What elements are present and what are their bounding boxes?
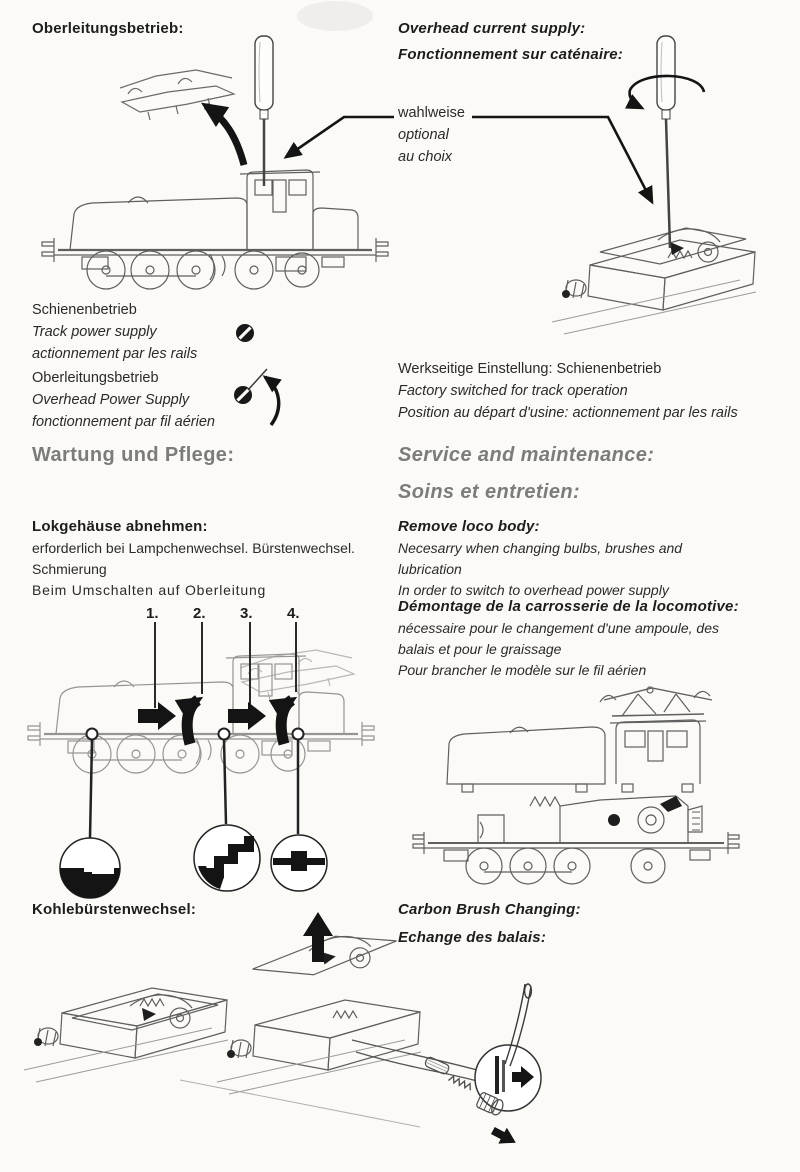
- body-removal-fr-line1: nécessaire pour le changement d'une ampoule, des: [398, 620, 719, 636]
- overhead-mode-de: Oberleitungsbetrieb: [32, 370, 159, 386]
- optional-de: wahlweise: [398, 105, 465, 121]
- factory-setting-fr: Position au départ d'usine: actionnement par les rails: [398, 405, 738, 421]
- body-removal-de-block: [32, 518, 392, 601]
- track-mode-de: Schienenbetrieb: [32, 302, 137, 318]
- motor-block-screwdriver-illustration: [552, 36, 756, 334]
- body-removal-en-line3: In order to switch to overhead power supply: [398, 582, 669, 598]
- heading-overhead-fr: Fonctionnement sur caténaire:: [398, 46, 624, 63]
- factory-setting-en: Factory switched for track operation: [398, 383, 628, 399]
- step-number-2: 2.: [193, 605, 206, 622]
- heading-brush-change-de: Kohlebürstenwechsel:: [32, 901, 197, 918]
- body-removal-de-line1: erforderlich bei Lampchenwechsel. Bürstenwechsel.: [32, 540, 355, 556]
- overhead-mode-block: [32, 367, 215, 433]
- step-number-4: 4.: [287, 605, 300, 622]
- heading-overhead-en: Overhead current supply:: [398, 20, 586, 37]
- body-removal-title-fr: Démontage de la carrosserie de la locomotive:: [398, 598, 739, 615]
- body-removal-fr-line3: Pour brancher le modèle sur le fil aérien: [398, 662, 647, 678]
- heading-overhead-de: Oberleitungsbetrieb:: [32, 20, 184, 37]
- body-removal-fr-line2: balais et pour le graissage: [398, 641, 562, 657]
- screwdriver-icon: [255, 36, 273, 186]
- brush-change-illustration: [24, 912, 541, 1151]
- optional-en: optional: [398, 127, 449, 143]
- heading-maintenance-fr: Soins et entretien:: [398, 481, 581, 503]
- track-mode-block: [32, 299, 197, 365]
- optional-label-block: [398, 102, 465, 168]
- overhead-mode-fr: fonctionnement par fil aérien: [32, 414, 215, 430]
- heading-brush-change-en: Carbon Brush Changing:: [398, 901, 581, 918]
- screw-overhead-position-icon: [234, 369, 279, 425]
- optional-arrow-left-icon: [286, 117, 394, 157]
- heading-brush-change-fr: Echange des balais:: [398, 929, 547, 946]
- overhead-mode-en: Overhead Power Supply: [32, 392, 190, 408]
- body-removal-fr-block: [398, 598, 778, 681]
- clip-detail-callout: [60, 838, 120, 898]
- screw-track-position-icon: [236, 324, 254, 342]
- factory-setting-de: Werkseitige Einstellung: Schienenbetrieb: [398, 361, 662, 377]
- loco-overhead-conversion-illustration: [42, 36, 388, 289]
- clip-detail-callout: [194, 825, 260, 891]
- optional-fr: au choix: [398, 149, 453, 165]
- heading-maintenance-en: Service and maintenance:: [398, 444, 655, 466]
- body-removal-illustration: [28, 622, 374, 898]
- insert-arrow-icon: [489, 1123, 520, 1151]
- factory-setting-block: [398, 358, 738, 424]
- track-mode-fr: actionnement par les rails: [32, 346, 198, 362]
- scan-smudge: [297, 1, 373, 31]
- screwdriver-icon: [657, 36, 675, 248]
- body-removal-title-de: Lokgehäuse abnehmen:: [32, 518, 208, 535]
- body-removal-en-block: [398, 518, 778, 601]
- arrow-to-pantograph-icon: [206, 106, 244, 165]
- step-number-3: 3.: [240, 605, 253, 622]
- lift-arrow-icon: [187, 700, 198, 744]
- body-removal-de-line3: Beim Umschalten auf Oberleitung: [32, 582, 267, 598]
- body-removal-de-line2: Schmierung: [32, 561, 107, 577]
- clip-detail-callout: [271, 835, 327, 891]
- body-removal-en-line1: Necesarry when changing bulbs, brushes and: [398, 540, 683, 556]
- slide-arrow-icon: [138, 702, 176, 730]
- body-off-illustration: [413, 687, 739, 884]
- heading-maintenance-de: Wartung und Pflege:: [32, 444, 235, 466]
- body-removal-en-line2: lubrication: [398, 561, 462, 577]
- track-mode-en: Track power supply: [32, 324, 157, 340]
- slide-arrow-icon: [228, 702, 266, 730]
- step-number-1: 1.: [146, 605, 159, 622]
- optional-arrow-right-icon: [472, 117, 652, 202]
- body-removal-title-en: Remove loco body:: [398, 518, 540, 535]
